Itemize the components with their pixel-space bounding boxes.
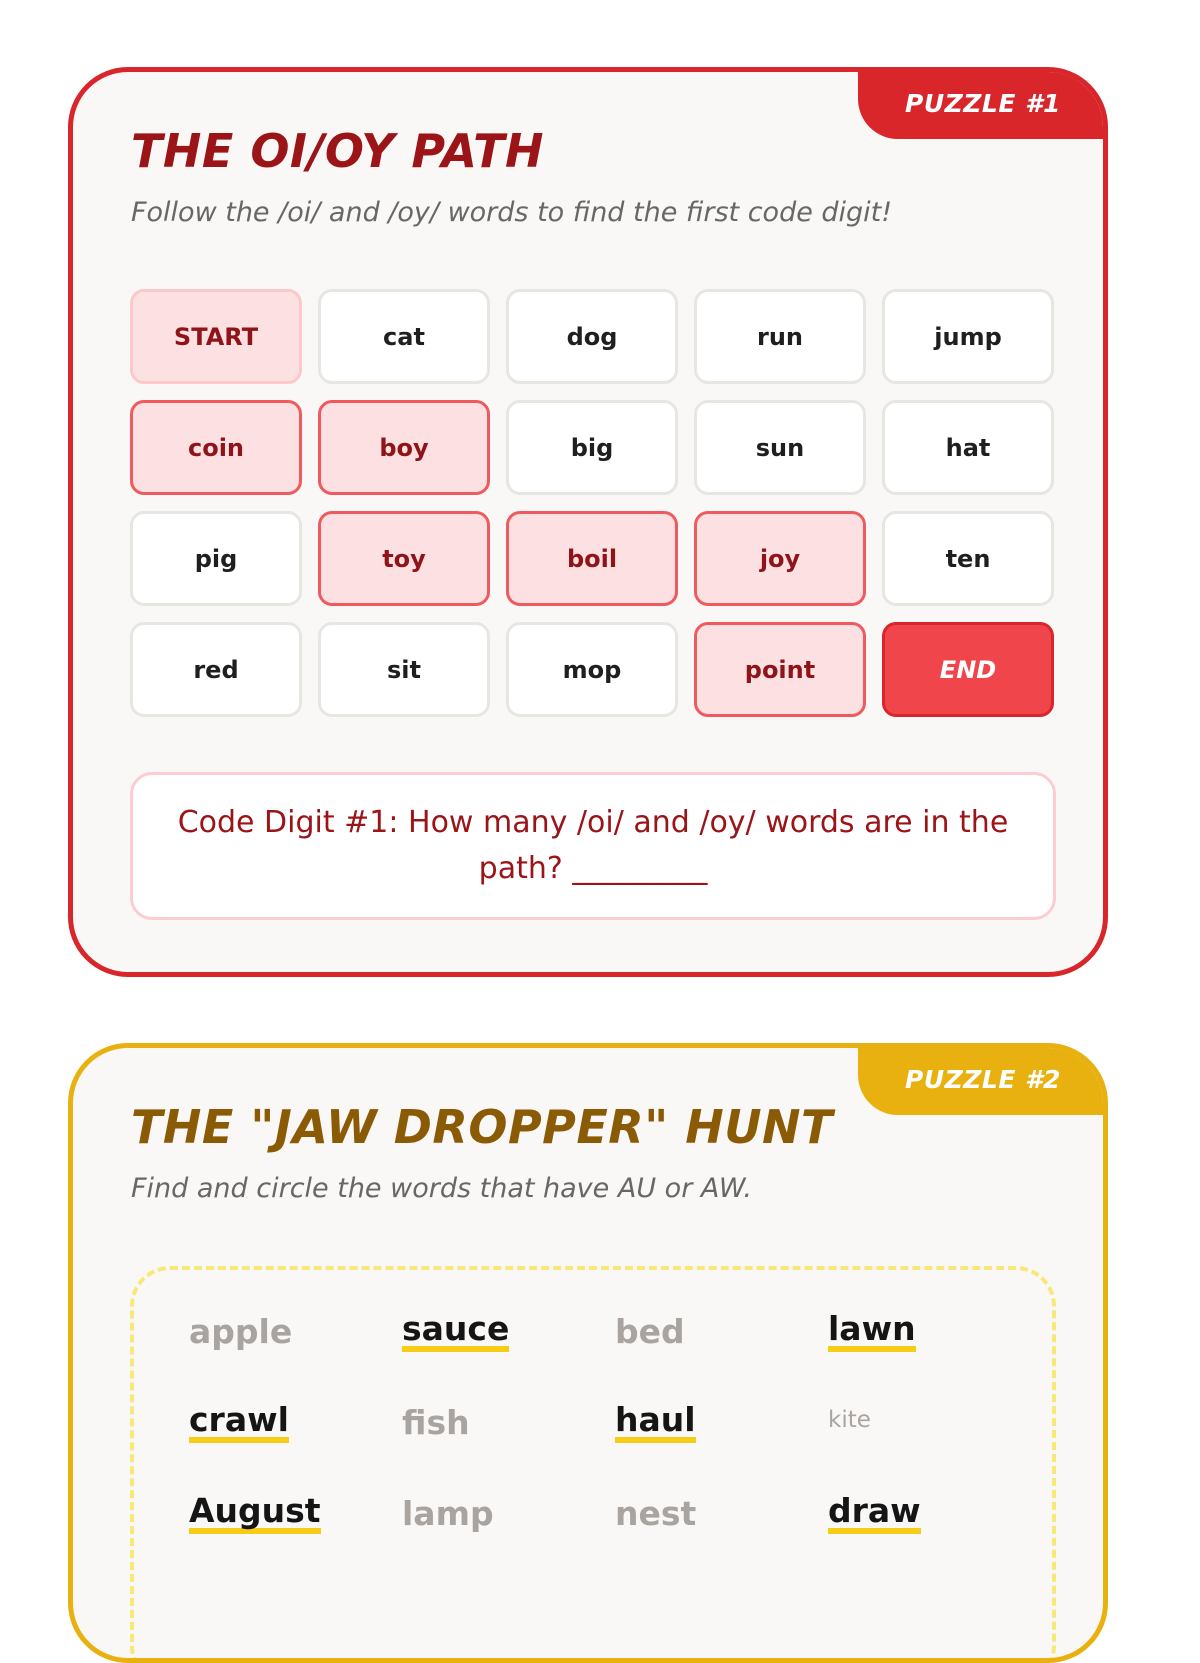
code-digit-question: Code Digit #1: How many /oi/ and /oy/ words are in the path? _________ — [177, 805, 1009, 886]
path-cell[interactable]: pig — [130, 511, 302, 606]
word-item-highlighted[interactable] — [189, 1400, 402, 1494]
path-cell-start[interactable]: START — [130, 289, 302, 384]
word-label: draw — [828, 1494, 921, 1534]
word-label: apple — [189, 1312, 293, 1351]
word-label: sauce — [402, 1312, 509, 1352]
word-item-highlighted[interactable] — [828, 1491, 1041, 1585]
puzzle-1-badge: PUZZLE #1 — [858, 67, 1108, 139]
word-label: August — [189, 1494, 321, 1534]
puzzle-2-subtitle: Find and circle the words that have AU or AW. — [131, 1173, 752, 1204]
word-item[interactable] — [615, 1312, 828, 1403]
path-cell[interactable]: mop — [506, 622, 678, 717]
path-cell[interactable]: cat — [318, 289, 490, 384]
word-item[interactable] — [402, 1403, 615, 1494]
path-cell[interactable]: dog — [506, 289, 678, 384]
word-item-highlighted[interactable] — [189, 1491, 402, 1585]
word-label: haul — [615, 1403, 696, 1443]
word-label: kite — [828, 1407, 871, 1433]
puzzle-2-card — [68, 1043, 1108, 1663]
puzzle-1-card — [68, 67, 1108, 977]
path-cell[interactable]: run — [694, 289, 866, 384]
path-cell-highlighted[interactable]: boil — [506, 511, 678, 606]
word-item-highlighted[interactable] — [615, 1400, 828, 1494]
word-hunt-box — [130, 1266, 1056, 1663]
word-hunt-grid — [189, 1309, 1041, 1585]
word-item-highlighted[interactable] — [828, 1309, 1041, 1403]
word-item[interactable] — [828, 1403, 1041, 1494]
path-cell-highlighted[interactable]: point — [694, 622, 866, 717]
word-label: fish — [402, 1403, 470, 1442]
path-cell-highlighted[interactable]: joy — [694, 511, 866, 606]
word-label: lamp — [402, 1494, 494, 1533]
word-label: crawl — [189, 1403, 289, 1443]
path-cell[interactable]: sun — [694, 400, 866, 495]
code-digit-question-box — [130, 772, 1056, 920]
path-cell[interactable]: big — [506, 400, 678, 495]
word-item[interactable] — [615, 1494, 828, 1585]
path-grid — [130, 289, 1056, 717]
puzzle-2-badge: PUZZLE #2 — [858, 1043, 1108, 1115]
path-cell-highlighted[interactable]: toy — [318, 511, 490, 606]
path-cell[interactable]: sit — [318, 622, 490, 717]
word-label: nest — [615, 1494, 697, 1533]
word-item[interactable] — [402, 1494, 615, 1585]
word-label: bed — [615, 1312, 685, 1351]
path-cell-highlighted[interactable]: boy — [318, 400, 490, 495]
path-cell-highlighted[interactable]: coin — [130, 400, 302, 495]
path-cell-end[interactable]: END — [882, 622, 1054, 717]
path-cell[interactable]: hat — [882, 400, 1054, 495]
word-item[interactable] — [189, 1312, 402, 1403]
path-cell[interactable]: ten — [882, 511, 1054, 606]
path-cell[interactable]: red — [130, 622, 302, 717]
word-label: lawn — [828, 1312, 916, 1352]
path-cell[interactable]: jump — [882, 289, 1054, 384]
puzzle-1-title: THE OI/OY PATH — [131, 124, 544, 178]
puzzle-2-title: THE "JAW DROPPER" HUNT — [131, 1100, 833, 1154]
word-item-highlighted[interactable] — [402, 1309, 615, 1403]
puzzle-1-subtitle: Follow the /oi/ and /oy/ words to find the first code digit! — [131, 197, 893, 228]
